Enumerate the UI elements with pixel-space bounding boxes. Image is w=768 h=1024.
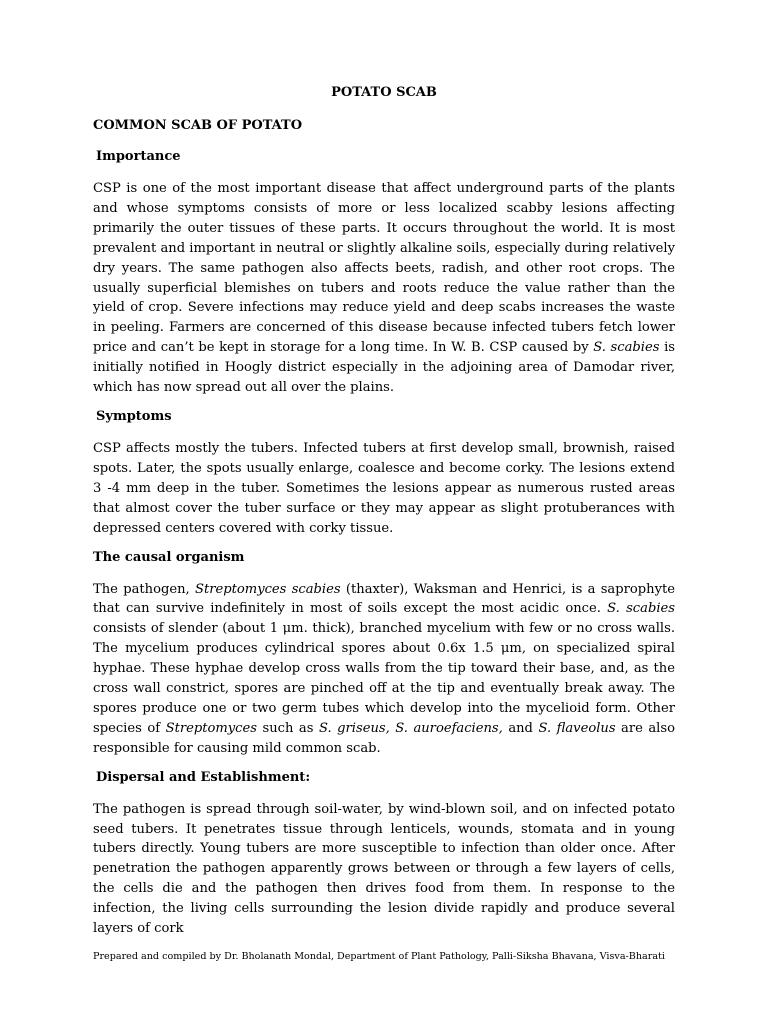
heading-importance: Importance [96,149,181,164]
paragraph-dispersal: The pathogen is spread through soil-water, by wind-blown soil, and on infected potato seed tubers. It penetrates tissue through lenticels, wounds, stomata and in young tubers directly. Young tubers are more susceptible to infection than older once. After penetration the pathogen apparently grows between or through a few layers of cells, the cells die and the pathogen then drives food from them. In response to the infection, the living cells surrounding the lesion divide rapidly and produce several layers of cork [93,801,675,937]
page-footer: Prepared and compiled by Dr. Bholanath Mondal, Department of Plant Pathology, Palli-Siksha Bhavana, Visva-Bharati [93,951,665,962]
heading-symptoms: Symptoms [96,408,172,424]
page-title: POTATO SCAB [331,85,437,100]
document-subtitle: COMMON SCAB OF POTATO [93,118,303,133]
paragraph-causal-organism: The pathogen, Streptomyces scabies (thaxter), Waksman and Henrici, is a saprophyte that can survive indefinitely in most of soils except the most acidic once. S. scabies consists of slender (about 1 μm. thick), branched mycelium with few or no cross walls. The mycelium produces cylindrical spores about 0.6x 1.5 μm, on specialized spiral hyphae. These hyphae develop cross walls from the tip toward their base, and, as the cross wall constrict, spores are pinched off at the tip and eventually break away. The spores produce one or two germ tubes which develop into the mycelioid form. Other species of Streptomyces such as S. griseus, S. auroefaciens, and S. flaveolus are also responsible for causing mild common scab. [93,581,675,756]
document-page [93,84,675,939]
paragraph-importance: CSP is one of the most important disease that affect underground parts of the plants and whose symptoms consists of more or less localized scabby lesions affecting primarily the outer tissues of these parts. It occurs throughout the world. It is most prevalent and important in neutral or slightly alkaline soils, especially during relatively dry years. The same pathogen also affects beets, radish, and other root crops. The usually superficial blemishes on tubers and roots reduce the value rather than the yield of crop. Severe infections may reduce yield and deep scabs increases the waste in peeling. Farmers are concerned of this disease because infected tubers fetch lower price and can’t be kept in storage for a long time. In W. B. CSP caused by S. scabies is initially notified in Hoogly district especially in the adjoining area of Damodar river, which has now spread out all over the plains. [93,181,675,396]
heading-causal-organism: The causal organism [93,549,245,565]
paragraph-symptoms: CSP affects mostly the tubers. Infected tubers at first develop small, brownish, raised spots. Later, the spots usually enlarge, coalesce and become corky. The lesions extend 3 -4 mm deep in the tuber. Sometimes the lesions appear as numerous rusted areas that almost cover the tuber surface or they may appear as slight protuberances with depressed centers covered with corky tissue. [93,440,675,536]
heading-dispersal: Dispersal and Establishment: [96,769,311,785]
